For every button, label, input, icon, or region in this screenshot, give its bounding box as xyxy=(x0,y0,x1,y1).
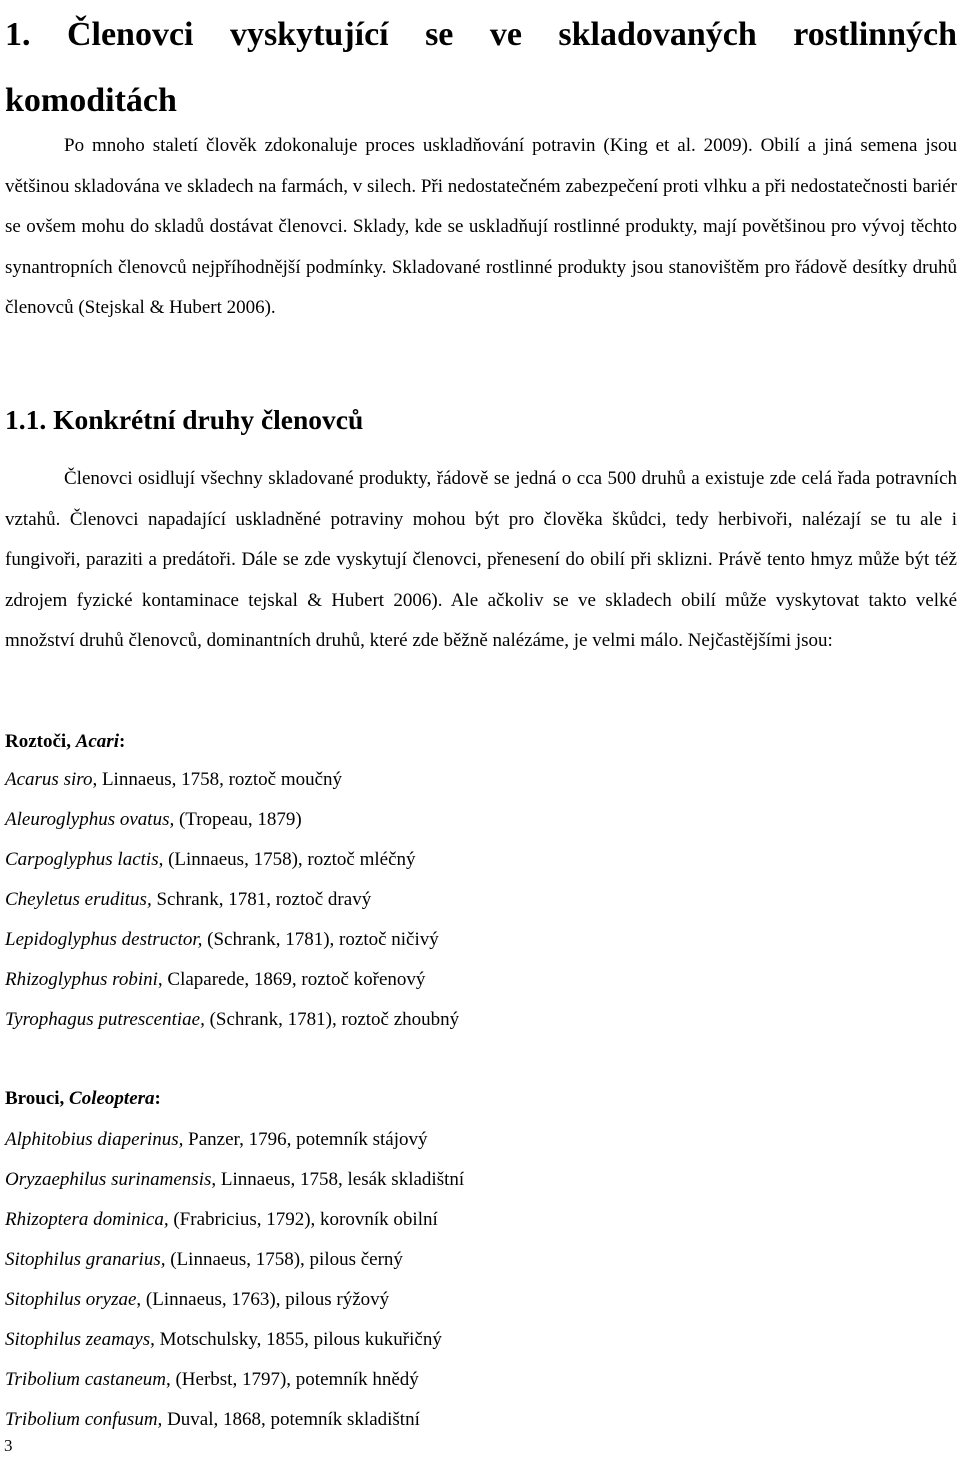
species-detail: (Tropeau, 1879) xyxy=(174,809,302,830)
species-detail: (Schrank, 1781), roztoč ničivý xyxy=(202,929,439,950)
species-detail: , Linnaeus, 1758, lesák skladištní xyxy=(211,1169,465,1190)
species-detail: Schrank, 1781, roztoč dravý xyxy=(151,889,372,910)
group-heading-acari xyxy=(5,730,125,754)
species-detail: (Schrank, 1781), roztoč zhoubný xyxy=(204,1009,460,1030)
group-latin-name: Acari xyxy=(75,731,119,752)
species-latin: Aleuroglyphus ovatus, xyxy=(5,809,175,830)
species-list-coleoptera xyxy=(5,1128,464,1448)
species-latin: Rhizoglyphus robini xyxy=(5,969,158,990)
species-item xyxy=(5,1248,464,1288)
species-latin: Sitophilus zeamays xyxy=(5,1329,151,1350)
species-detail: Panzer, 1796, potemník stájový xyxy=(183,1129,428,1150)
species-item xyxy=(5,1208,464,1248)
group-heading-coleoptera xyxy=(5,1087,161,1111)
species-detail: , (Linnaeus, 1758), roztoč mléčný xyxy=(158,849,416,870)
species-detail: , Motschulsky, 1855, pilous kukuřičný xyxy=(150,1329,442,1350)
intro-paragraph: Po mnoho staletí člověk zdokonaluje proces uskladňování potravin (King et al. 2009). Obilí a jiná semena jsou většinou skladována ve skladech na farmách, v silech. Při nedostatečném zabezpečení proti vlhku a při nedostatečnosti bariér se ovšem mohu do skladů dostávat členovci. Sklady, kde se uskladňují rostlinné produkty, mají povětšinou pro vývoj těchto synantropních členovců nejpříhodnější podmínky. Skladované rostlinné produkty jsou stanovištěm pro řádově desítky druhů členovců (Stejskal & Hubert 2006). xyxy=(5,135,957,318)
species-latin: Lepidoglyphus destructor, xyxy=(5,929,203,950)
species-detail: Duval, 1868, potemník skladištní xyxy=(162,1409,420,1430)
species-item xyxy=(5,928,459,968)
group-latin-name: Coleoptera xyxy=(69,1088,155,1109)
group-suffix: : xyxy=(118,731,126,752)
species-item xyxy=(5,768,459,808)
species-item xyxy=(5,808,459,848)
species-item xyxy=(5,1368,464,1408)
species-latin: Alphitobius diaperinus, xyxy=(5,1129,184,1150)
group-name: Brouci, xyxy=(5,1088,65,1109)
species-latin: Carpoglyphus lactis xyxy=(5,849,159,870)
section-heading: 1. Členovci vyskytující se ve skladovaných rostlinných komoditách xyxy=(5,16,957,119)
species-item xyxy=(5,888,459,928)
species-detail: (Linnaeus, 1758), pilous černý xyxy=(165,1249,403,1270)
page-number: 3 xyxy=(4,1436,13,1455)
species-item xyxy=(5,848,459,888)
species-latin: Sitophilus oryzae xyxy=(5,1289,137,1310)
species-item xyxy=(5,1408,464,1448)
species-item xyxy=(5,1288,464,1328)
species-latin: Tribolium confusum, xyxy=(5,1409,163,1430)
species-detail: , Claparede, 1869, roztoč kořenový xyxy=(157,969,426,990)
species-detail: , Linnaeus, 1758, roztoč moučný xyxy=(92,769,343,790)
species-paragraph: Členovci osidlují všechny skladované produkty, řádově se jedná o cca 500 druhů a existuje zde celá řada potravních vztahů. Členovci napadající uskladněné potraviny mohou být pro člověka škůdci, tedy herbivoři, nalézají se tu ale i fungivoři, paraziti a predátoři. Dále se zde vyskytují členovci, přenesení do obilí při sklizni. Právě tento hmyz může být též zdrojem fyzické kontaminace tejskal & Hubert 2006). Ale ačkoliv se ve skladech obilí může vyskytovat takto velké množství druhů členovců, dominantních druhů, které zde běžně nalézáme, je velmi málo. Nejčastějšími jsou: xyxy=(5,468,957,651)
group-suffix: : xyxy=(154,1088,161,1109)
species-latin: Cheyletus eruditus, xyxy=(5,889,152,910)
species-detail: , (Herbst, 1797), potemník hnědý xyxy=(165,1369,419,1390)
species-list-acari xyxy=(5,768,459,1048)
species-latin: Tyrophagus putrescentiae, xyxy=(5,1009,205,1030)
subsection-heading: 1.1. Konkrétní druhy členovců xyxy=(5,404,364,435)
species-item xyxy=(5,1328,464,1368)
species-latin: Tribolium castaneum xyxy=(5,1369,166,1390)
species-item xyxy=(5,968,459,1008)
species-latin: Oryzaephilus surinamensis xyxy=(5,1169,212,1190)
species-detail: (Frabricius, 1792), korovník obilní xyxy=(168,1209,438,1230)
group-name: Roztoči, xyxy=(5,731,71,752)
species-latin: Rhizoptera dominica, xyxy=(5,1209,169,1230)
species-latin: Sitophilus granarius, xyxy=(5,1249,166,1270)
species-detail: , (Linnaeus, 1763), pilous rýžový xyxy=(136,1289,390,1310)
species-item xyxy=(5,1008,459,1048)
species-item xyxy=(5,1168,464,1208)
species-latin: Acarus siro xyxy=(5,769,93,790)
species-item xyxy=(5,1128,464,1168)
